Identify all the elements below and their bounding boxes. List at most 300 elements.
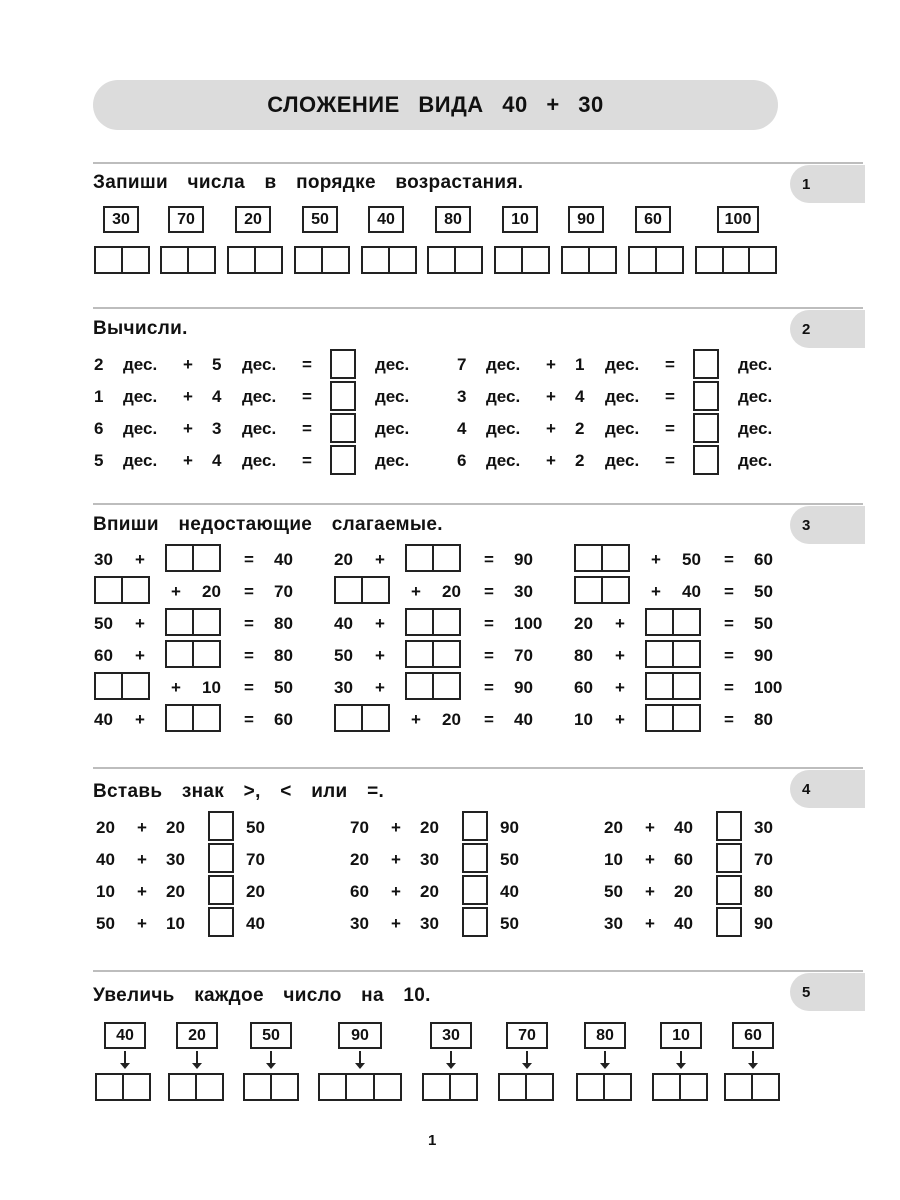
plus-sign: + [391,818,401,837]
digit-cell[interactable] [96,578,123,602]
number-box: 90 [568,206,604,233]
equals-sign: = [484,582,494,601]
digit-cell[interactable] [726,1075,753,1099]
digit-cell[interactable] [750,248,775,272]
digit-cell[interactable] [697,248,724,272]
number-box: 50 [250,1022,292,1049]
missing-addend-cells[interactable] [645,608,701,636]
digit-cell[interactable] [97,1075,124,1099]
comparison-sign-box[interactable] [462,875,488,905]
answer-cells[interactable] [94,246,150,274]
digit-cell[interactable] [603,546,628,570]
digit-cell[interactable] [424,1075,451,1099]
number-box: 30 [103,206,139,233]
digit-cell[interactable] [363,578,388,602]
equals-sign: = [724,614,734,633]
answer-cells[interactable] [576,1073,632,1101]
plus-sign: + [615,614,625,633]
addend: 30 [334,678,353,697]
addend-tens: 4 [575,387,585,406]
down-arrow-icon [450,1051,452,1065]
task-number-tab: 2 [790,310,865,348]
plus-sign: + [615,710,625,729]
digit-cell[interactable] [407,642,434,666]
answer-box[interactable] [330,445,356,475]
number-box: 60 [732,1022,774,1049]
compare-value: 70 [246,850,265,869]
plus-sign: + [615,646,625,665]
down-arrow-icon [526,1051,528,1065]
compare-value: 20 [246,882,265,901]
addend-tens: 2 [575,451,585,470]
plus-sign: + [546,419,556,438]
right-addend: 30 [420,850,439,869]
equals-sign: = [665,451,675,470]
digit-cell[interactable] [647,674,674,698]
digit-cell[interactable] [654,1075,681,1099]
digit-cell[interactable] [647,642,674,666]
answer-cells[interactable] [494,246,550,274]
digit-cell[interactable] [96,674,123,698]
answer-cells[interactable] [695,246,777,274]
plus-sign: + [411,710,421,729]
addend: 50 [94,614,113,633]
plus-sign: + [391,882,401,901]
task-heading: Вставь знак >, < или =. [93,781,385,802]
addend: 40 [334,614,353,633]
answer-cells[interactable] [498,1073,554,1101]
unit-label: дес. [375,419,410,438]
answer-cells[interactable] [422,1073,478,1101]
missing-addend-cells[interactable] [645,640,701,668]
digit-cell[interactable] [272,1075,297,1099]
digit-cell[interactable] [681,1075,706,1099]
left-addend: 50 [96,914,115,933]
number-box: 90 [338,1022,382,1049]
plus-sign: + [375,678,385,697]
digit-cell[interactable] [674,642,699,666]
unit-label: дес. [123,355,158,374]
digit-cell[interactable] [323,248,348,272]
unit-label: дес. [486,419,521,438]
equals-sign: = [484,550,494,569]
missing-addend-cells[interactable] [165,544,221,572]
unit-label: дес. [123,387,158,406]
equals-sign: = [724,550,734,569]
equals-sign: = [302,419,312,438]
answer-cells[interactable] [294,246,350,274]
missing-addend-cells[interactable] [574,544,630,572]
unit-label: дес. [486,355,521,374]
right-addend: 20 [674,882,693,901]
digit-cell[interactable] [674,610,699,634]
digit-cell[interactable] [576,578,603,602]
task-number-tab: 3 [790,506,865,544]
page-title: СЛОЖЕНИЕ ВИДА 40 + 30 [267,92,604,117]
digit-cell[interactable] [336,706,363,730]
digit-cell[interactable] [434,546,459,570]
addend: 40 [682,582,701,601]
answer-cells[interactable] [427,246,483,274]
addend: 30 [94,550,113,569]
answer-box[interactable] [330,413,356,443]
digit-cell[interactable] [576,546,603,570]
sum: 90 [754,646,773,665]
equals-sign: = [484,646,494,665]
plus-sign: + [183,419,193,438]
addend-tens: 4 [457,419,467,438]
equals-sign: = [302,451,312,470]
section-divider [93,162,863,164]
unit-label: дес. [123,419,158,438]
number-box: 80 [584,1022,626,1049]
digit-cell[interactable] [674,706,699,730]
digit-cell[interactable] [496,248,523,272]
equals-sign: = [302,387,312,406]
number-box: 50 [302,206,338,233]
missing-addend-cells[interactable] [94,672,150,700]
equals-sign: = [302,355,312,374]
sum: 80 [274,646,293,665]
plus-sign: + [651,550,661,569]
digit-cell[interactable] [753,1075,778,1099]
answer-cells[interactable] [243,1073,299,1101]
missing-addend-cells[interactable] [334,576,390,604]
unit-label: дес. [486,387,521,406]
answer-cells[interactable] [160,246,216,274]
equals-sign: = [244,646,254,665]
task-number-tab: 1 [790,165,865,203]
equals-sign: = [244,678,254,697]
digit-cell[interactable] [456,248,481,272]
plus-sign: + [411,582,421,601]
equals-sign: = [665,387,675,406]
comparison-sign-box[interactable] [208,875,234,905]
equals-sign: = [665,419,675,438]
addend: 50 [682,550,701,569]
answer-cells[interactable] [724,1073,780,1101]
plus-sign: + [135,550,145,569]
comparison-sign-box[interactable] [462,811,488,841]
digit-cell[interactable] [245,1075,272,1099]
digit-cell[interactable] [407,674,434,698]
compare-value: 30 [754,818,773,837]
digit-cell[interactable] [657,248,682,272]
unit-label: дес. [605,387,640,406]
answer-cells[interactable] [628,246,684,274]
unit-label: дес. [738,419,773,438]
down-arrow-icon [359,1051,361,1065]
digit-cell[interactable] [167,610,194,634]
addend: 20 [442,710,461,729]
right-addend: 40 [674,818,693,837]
digit-cell[interactable] [194,706,219,730]
answer-box[interactable] [693,381,719,411]
answer-cells[interactable] [561,246,617,274]
digit-cell[interactable] [724,248,751,272]
answer-box[interactable] [693,413,719,443]
plus-sign: + [135,710,145,729]
unit-label: дес. [123,451,158,470]
sum: 70 [514,646,533,665]
addend: 10 [202,678,221,697]
right-addend: 20 [166,882,185,901]
plus-sign: + [645,818,655,837]
equals-sign: = [484,678,494,697]
section-divider [93,503,863,505]
digit-cell[interactable] [603,578,628,602]
missing-addend-cells[interactable] [574,576,630,604]
answer-cells[interactable] [168,1073,224,1101]
unit-label: дес. [738,387,773,406]
digit-cell[interactable] [605,1075,630,1099]
comparison-sign-box[interactable] [208,843,234,873]
digit-cell[interactable] [407,610,434,634]
number-box: 40 [368,206,404,233]
digit-cell[interactable] [320,1075,347,1099]
sum: 60 [754,550,773,569]
equals-sign: = [724,646,734,665]
digit-cell[interactable] [197,1075,222,1099]
digit-cell[interactable] [429,248,456,272]
digit-cell[interactable] [162,248,189,272]
task-heading: Впиши недостающие слагаемые. [93,514,443,535]
right-addend: 20 [420,882,439,901]
compare-value: 50 [500,914,519,933]
digit-cell[interactable] [194,610,219,634]
digit-cell[interactable] [390,248,415,272]
addend: 20 [334,550,353,569]
right-addend: 20 [420,818,439,837]
addend: 10 [574,710,593,729]
digit-cell[interactable] [363,706,388,730]
digit-cell[interactable] [407,546,434,570]
digit-cell[interactable] [563,248,590,272]
plus-sign: + [137,882,147,901]
sum: 50 [754,614,773,633]
digit-cell[interactable] [647,610,674,634]
unit-label: дес. [242,355,277,374]
digit-cell[interactable] [189,248,214,272]
sum: 100 [514,614,543,633]
sum: 30 [514,582,533,601]
missing-addend-cells[interactable] [405,640,461,668]
compare-value: 50 [500,850,519,869]
plus-sign: + [651,582,661,601]
left-addend: 50 [604,882,623,901]
digit-cell[interactable] [451,1075,476,1099]
missing-addend-cells[interactable] [645,672,701,700]
missing-addend-cells[interactable] [165,640,221,668]
missing-addend-cells[interactable] [165,704,221,732]
unit-label: дес. [605,451,640,470]
plus-sign: + [546,355,556,374]
down-arrow-icon [196,1051,198,1065]
number-box: 20 [176,1022,218,1049]
sum: 80 [274,614,293,633]
answer-cells[interactable] [652,1073,708,1101]
section-divider [93,767,863,769]
digit-cell[interactable] [96,248,123,272]
task-heading: Увеличь каждое число на 10. [93,985,431,1006]
addend: 50 [334,646,353,665]
sum: 50 [754,582,773,601]
number-box: 40 [104,1022,146,1049]
digit-cell[interactable] [256,248,281,272]
answer-box[interactable] [693,445,719,475]
compare-value: 80 [754,882,773,901]
plus-sign: + [375,646,385,665]
sum: 60 [274,710,293,729]
digit-cell[interactable] [296,248,323,272]
digit-cell[interactable] [123,248,148,272]
down-arrow-icon [604,1051,606,1065]
right-addend: 20 [166,818,185,837]
right-addend: 60 [674,850,693,869]
comparison-sign-box[interactable] [716,811,742,841]
compare-value: 70 [754,850,773,869]
addend-tens: 3 [457,387,467,406]
right-addend: 30 [420,914,439,933]
sum: 90 [514,550,533,569]
unit-label: дес. [738,355,773,374]
digit-cell[interactable] [194,642,219,666]
left-addend: 20 [604,818,623,837]
addend-tens: 1 [94,387,104,406]
digit-cell[interactable] [167,706,194,730]
unit-label: дес. [605,419,640,438]
digit-cell[interactable] [527,1075,552,1099]
title-banner [93,80,778,130]
task-number-tab: 5 [790,973,865,1011]
number-box: 80 [435,206,471,233]
digit-cell[interactable] [336,578,363,602]
comparison-sign-box[interactable] [716,843,742,873]
number-box: 20 [235,206,271,233]
equals-sign: = [244,550,254,569]
comparison-sign-box[interactable] [208,907,234,937]
digit-cell[interactable] [167,546,194,570]
digit-cell[interactable] [434,610,459,634]
plus-sign: + [137,850,147,869]
digit-cell[interactable] [434,642,459,666]
missing-addend-cells[interactable] [405,672,461,700]
missing-addend-cells[interactable] [165,608,221,636]
comparison-sign-box[interactable] [716,875,742,905]
right-addend: 10 [166,914,185,933]
missing-addend-cells[interactable] [405,608,461,636]
plus-sign: + [645,850,655,869]
plus-sign: + [171,678,181,697]
number-box: 70 [168,206,204,233]
task-heading: Вычисли. [93,318,188,339]
plus-sign: + [615,678,625,697]
missing-addend-cells[interactable] [94,576,150,604]
unit-label: дес. [375,451,410,470]
answer-cells[interactable] [318,1073,402,1101]
comparison-sign-box[interactable] [462,907,488,937]
digit-cell[interactable] [347,1075,374,1099]
compare-value: 50 [246,818,265,837]
digit-cell[interactable] [647,706,674,730]
digit-cell[interactable] [500,1075,527,1099]
left-addend: 20 [350,850,369,869]
equals-sign: = [244,582,254,601]
plus-sign: + [375,550,385,569]
digit-cell[interactable] [578,1075,605,1099]
digit-cell[interactable] [123,674,148,698]
digit-cell[interactable] [363,248,390,272]
digit-cell[interactable] [434,674,459,698]
equals-sign: = [484,710,494,729]
addend: 60 [94,646,113,665]
digit-cell[interactable] [674,674,699,698]
unit-label: дес. [486,451,521,470]
missing-addend-cells[interactable] [334,704,390,732]
digit-cell[interactable] [170,1075,197,1099]
sum: 90 [514,678,533,697]
unit-label: дес. [242,387,277,406]
digit-cell[interactable] [229,248,256,272]
addend: 80 [574,646,593,665]
comparison-sign-box[interactable] [716,907,742,937]
number-box: 70 [506,1022,548,1049]
plus-sign: + [137,914,147,933]
compare-value: 90 [500,818,519,837]
digit-cell[interactable] [124,1075,149,1099]
answer-box[interactable] [330,381,356,411]
answer-cells[interactable] [227,246,283,274]
left-addend: 20 [96,818,115,837]
addend: 60 [574,678,593,697]
digit-cell[interactable] [375,1075,400,1099]
plus-sign: + [546,451,556,470]
answer-box[interactable] [693,349,719,379]
down-arrow-icon [752,1051,754,1065]
unit-label: дес. [605,355,640,374]
missing-addend-cells[interactable] [645,704,701,732]
addend-tens: 4 [212,387,222,406]
digit-cell[interactable] [523,248,548,272]
down-arrow-icon [124,1051,126,1065]
number-box: 30 [430,1022,472,1049]
digit-cell[interactable] [630,248,657,272]
equals-sign: = [244,710,254,729]
comparison-sign-box[interactable] [462,843,488,873]
addend-tens: 6 [457,451,467,470]
addend-tens: 7 [457,355,467,374]
digit-cell[interactable] [167,642,194,666]
plus-sign: + [183,451,193,470]
plus-sign: + [391,850,401,869]
page-number: 1 [428,1132,437,1149]
digit-cell[interactable] [123,578,148,602]
plus-sign: + [645,882,655,901]
plus-sign: + [375,614,385,633]
answer-cells[interactable] [95,1073,151,1101]
left-addend: 70 [350,818,369,837]
sum: 40 [514,710,533,729]
plus-sign: + [645,914,655,933]
digit-cell[interactable] [194,546,219,570]
digit-cell[interactable] [590,248,615,272]
addend-tens: 6 [94,419,104,438]
missing-addend-cells[interactable] [405,544,461,572]
answer-box[interactable] [330,349,356,379]
answer-cells[interactable] [361,246,417,274]
addend-tens: 2 [575,419,585,438]
comparison-sign-box[interactable] [208,811,234,841]
